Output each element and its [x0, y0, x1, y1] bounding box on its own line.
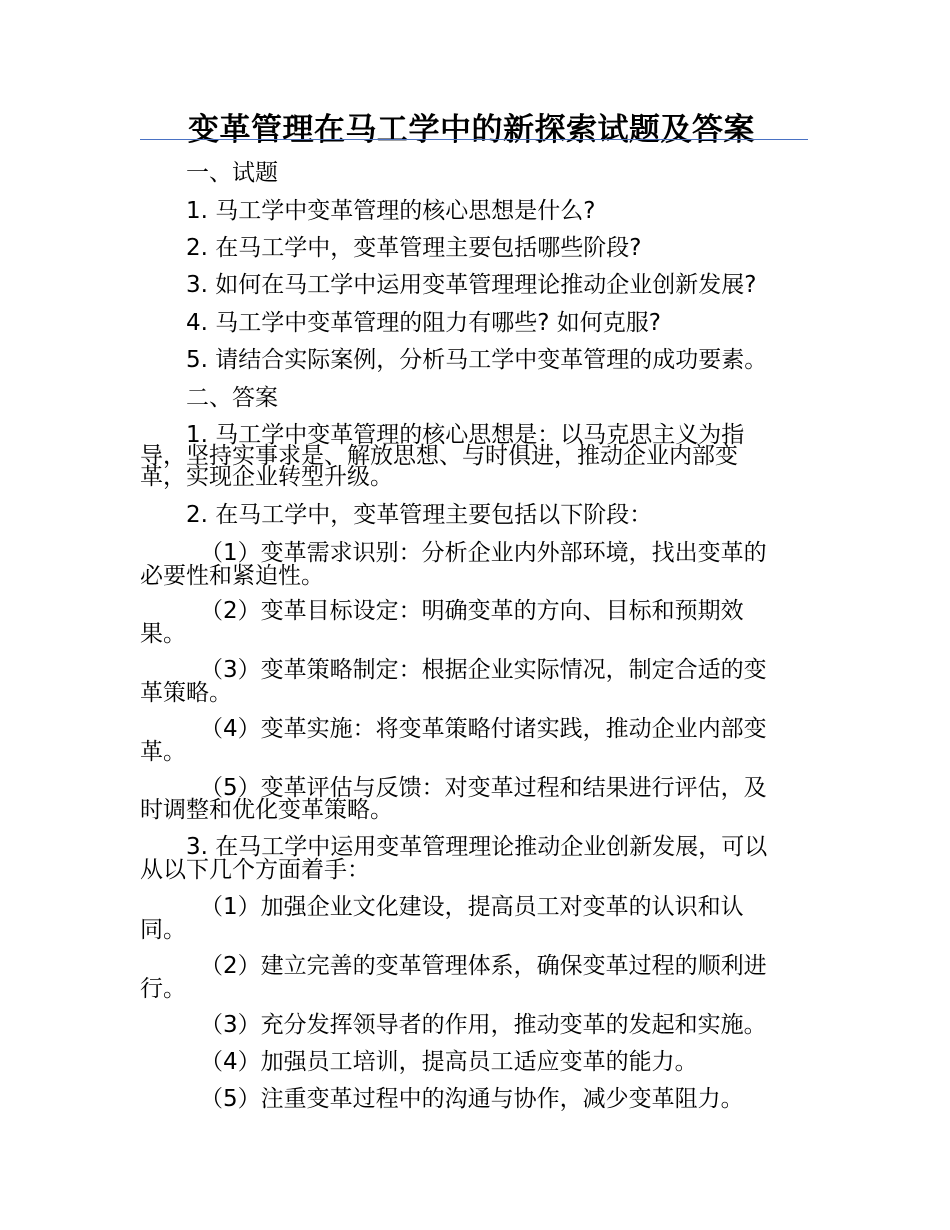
- question-1: 1. 马工学中变革管理的核心思想是什么?: [186, 198, 596, 224]
- answer-1-line-1: 1. 马工学中变革管理的核心思想是：以马克思主义为指: [186, 422, 745, 448]
- answer-2-intro: 2. 在马工学中，变革管理主要包括以下阶段：: [186, 502, 653, 528]
- answer-1-line-2: 导，坚持实事求是、解放思想、与时俱进，推动企业内部变: [140, 443, 738, 469]
- question-5: 5. 请结合实际案例，分析马工学中变革管理的成功要素。: [186, 347, 768, 373]
- answer-3-item-1: （1）加强企业文化建设，提高员工对变革的认识和认: [200, 894, 744, 920]
- question-3: 3. 如何在马工学中运用变革管理理论推动企业创新发展?: [186, 272, 757, 298]
- answer-2-item-5: （5）变革评估与反馈：对变革过程和结果进行评估，及: [200, 775, 767, 801]
- answer-2-item-5-cont: 时调整和优化变革策略。: [140, 797, 393, 823]
- answer-2-item-1: （1）变革需求识别：分析企业内外部环境，找出变革的: [200, 540, 767, 566]
- question-2: 2. 在马工学中，变革管理主要包括哪些阶段?: [186, 235, 642, 261]
- answer-3-item-2: （2）建立完善的变革管理体系，确保变革过程的顺利进: [200, 953, 767, 979]
- question-4: 4. 马工学中变革管理的阻力有哪些? 如何克服?: [186, 310, 661, 336]
- answer-3-item-4: （4）加强员工培训，提高员工适应变革的能力。: [200, 1049, 698, 1075]
- answer-3-item-3: （3）充分发挥领导者的作用，推动变革的发起和实施。: [200, 1012, 767, 1038]
- answer-3-intro-line-2: 从以下几个方面着手：: [140, 857, 370, 883]
- section-heading-answers: 二、答案: [186, 385, 278, 411]
- answer-2-item-1-cont: 必要性和紧迫性。: [140, 563, 324, 589]
- answer-2-item-3-cont: 革策略。: [140, 680, 232, 706]
- answer-2-item-3: （3）变革策略制定：根据企业实际情况，制定合适的变: [200, 657, 767, 683]
- answer-2-item-2-cont: 果。: [140, 621, 186, 647]
- title-underline: [140, 139, 808, 140]
- answer-2-item-2: （2）变革目标设定：明确变革的方向、目标和预期效: [200, 598, 744, 624]
- answer-3-item-5: （5）注重变革过程中的沟通与协作，减少变革阻力。: [200, 1086, 744, 1112]
- answer-1-line-3: 革，实现企业转型升级。: [140, 464, 393, 490]
- answer-2-item-4-cont: 革。: [140, 739, 186, 765]
- answer-2-item-4: （4）变革实施：将变革策略付诸实践，推动企业内部变: [200, 716, 767, 742]
- answer-3-item-2-cont: 行。: [140, 976, 186, 1002]
- answer-3-intro-line-1: 3. 在马工学中运用变革管理理论推动企业创新发展，可以: [186, 834, 768, 860]
- section-heading-questions: 一、试题: [186, 160, 278, 186]
- document-title: 变革管理在马工学中的新探索试题及答案: [188, 112, 755, 148]
- answer-3-item-1-cont: 同。: [140, 917, 186, 943]
